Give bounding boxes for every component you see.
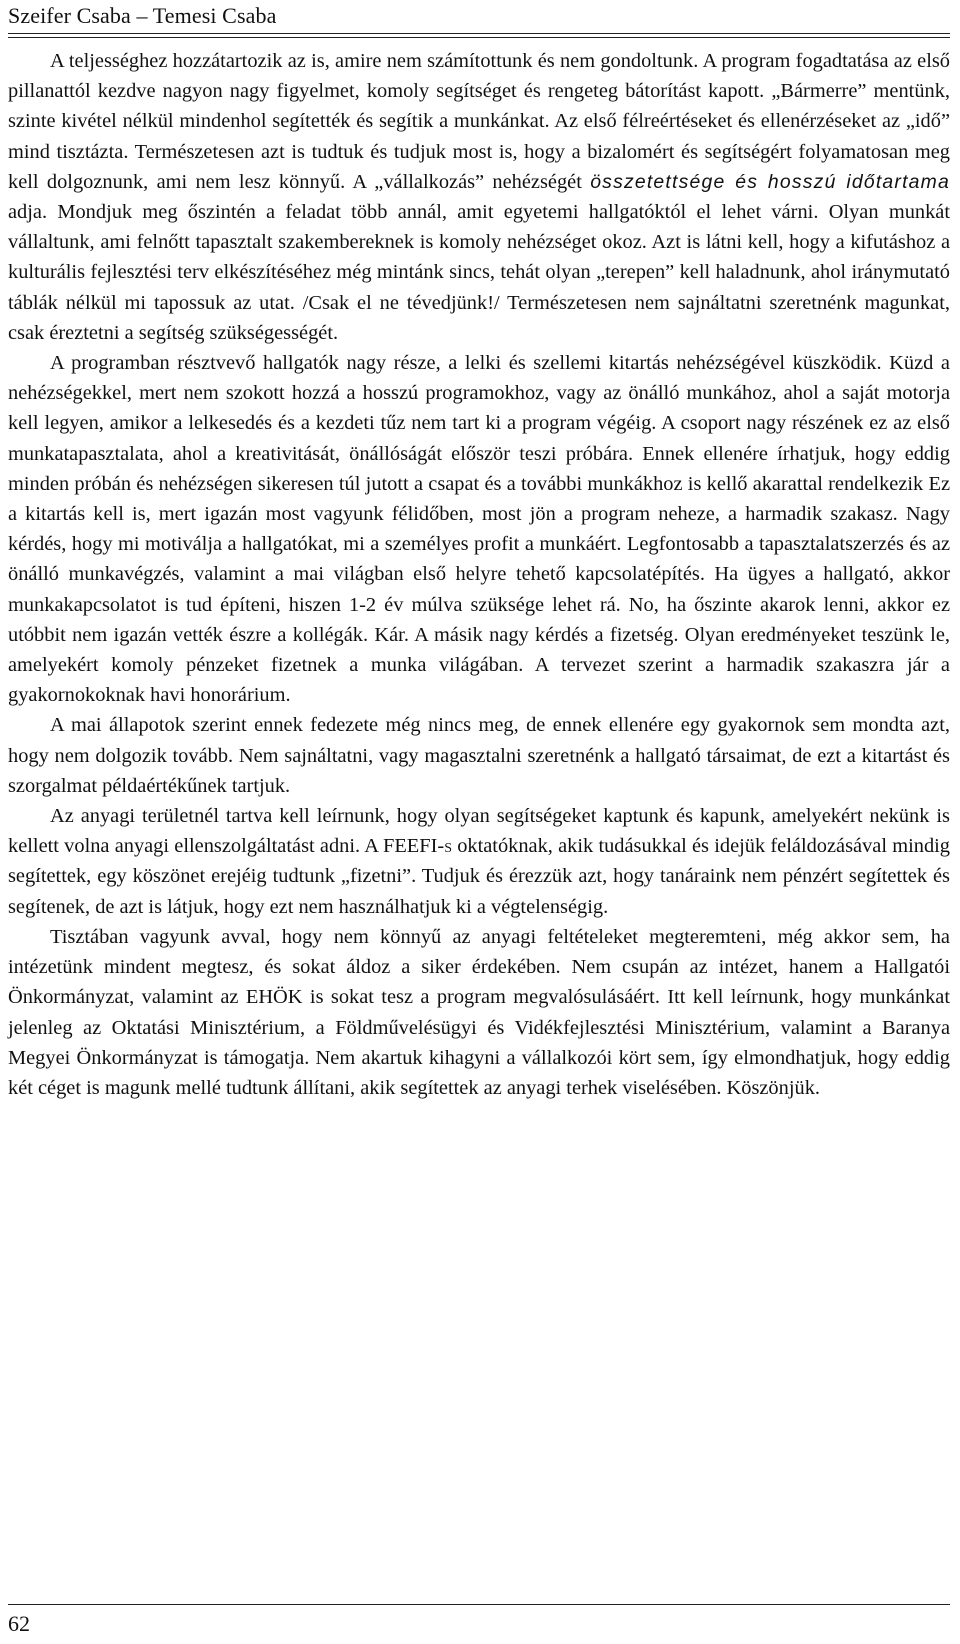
paragraph-4-text-b: oktatóknak, akik tudásukkal és idejük feláldozásával mindig segítettek, egy köszönet erejéig tudtunk „fizetni”. Tudjuk és érezzük azt, hogy tanáraink nem pénzért segítettek és segítenek, de azt is látjuk, hogy ezt nem használhatjuk ki a végtelenségig. bbox=[8, 835, 950, 918]
paragraph-5-text-a: Tisztában vagyunk avval, hogy nem könnyű az anyagi feltételeket megteremteni, még akkor sem, ha intézetünk mindent megtesz, és sokat áldoz a siker érdekében. Nem csupán az intézet, hanem a Hallgatói Önkormányzat, valamint az bbox=[8, 925, 950, 1009]
paragraph-4-text-a: Az anyagi területnél tartva kell leírnunk, hogy olyan segítségeket kaptunk és kapunk, amelyekért nekünk is kellett volna anyagi ellenszolgáltatást adni. A bbox=[8, 805, 950, 858]
paragraph-1-text-a: A teljességhez hozzátartozik az is, amire nem számítottunk és nem gondoltunk. A program fogadtatása az első pillanattól kezdve nagyon nagy figyelmet, komoly segítséget és rengeteg bátorítást kapott. „Bármerre” mentünk, szinte kivétel nélkül mindenhol segítették és segítik a munkánkat. Az első félreértéseket és ellenérzéseket az „idő” mind tisztázta. Természetesen azt is tudtuk és tudjuk most is, hogy a bizalomért és segítségért folyamatosan meg kell dolgoznunk, ami nem lesz könnyű. A „vállalkozás” nehézségét bbox=[8, 50, 950, 193]
paragraph-2 bbox=[8, 348, 950, 710]
paragraph-3 bbox=[8, 710, 950, 801]
footer-rule bbox=[8, 1604, 950, 1605]
paragraph-1-text-b: adja. Mondjuk meg őszintén a feladat több annál, amit egyetemi hallgatóktól el lehet várni. Olyan munkát vállaltunk, ami felnőtt tapasztalt szakembereknek is komoly nehézséget okoz. Azt is látni kell, hogy a kifutáshoz a kulturális fejlesztési terv elkészítéséhez még mintánk sincs, tehát olyan „terepen” kell haladnunk, ahol iránymutató táblák nélkül mi tapossuk az utat. /Csak el ne tévedjünk!/ Természetesen nem sajnáltatni szeretnénk magunkat, csak éreztetni a segítség szükségességét. bbox=[8, 201, 950, 344]
paragraph-3-text: A mai állapotok szerint ennek fedezete még nincs meg, de ennek ellenére egy gyakornok sem mondta azt, hogy nem dolgozik tovább. Nem sajnáltatni, vagy magasztalni szeretnénk a hallgató társaimat, de ezt a kitartást és szorgalmat példaértékűnek tartjuk. bbox=[8, 714, 950, 797]
running-header-authors: Szeifer Csaba – Temesi Csaba bbox=[8, 3, 277, 28]
paragraph-4-acronym-feefi: FEEFI-s bbox=[383, 835, 452, 858]
page-number: 62 bbox=[8, 1611, 30, 1636]
paragraph-5-acronym-ehok: EHÖK bbox=[245, 986, 303, 1009]
paragraph-2-text: A programban résztvevő hallgatók nagy része, a lelki és szellemi kitartás nehézségével küszködik. Küzd a nehézségekkel, mert nem szokott hozzá a hosszú programokhoz, vagy az önálló munkához, ahol a saját motorja kell legyen, amikor a lelkesedés és a kezdeti tűz nem tart ki a program végéig. A csoport nagy részének ez az első munkatapasztalata, ahol a kreativitását, önállóságát először teszi próbára. Ennek ellenére írhatjuk, hogy eddig minden próbán és nehézségen sikeresen túl jutott a csapat és a további munkákhoz is kellő akarattal rendelkezik Ez a kitartás kell is, mert igazán most vagyunk félidőben, most jön a program neheze, a harmadik szakasz. Nagy kérdés, hogy mi motiválja a hallgatókat, mi a személyes profit a munkáért. Legfontosabb a tapasztalatszerzés és az önálló munkavégzés, valamint a mai világban első helyre tehető kapcsolatépítés. Ha ügyes a hallgató, akkor munkakapcsolatot is tud építeni, hiszen 1-2 év múlva szüksége lehet rá. No, ha őszinte akarok lenni, akkor ez utóbbit nem igazán vették észre a kollégák. Kár. A másik nagy kérdés a fizetség. Olyan eredményeket teszünk le, amelyekért komoly pénzeket fizetnek a munka világában. A tervezet szerint a harmadik szakaszra jár a gyakornokoknak havi honorárium. bbox=[8, 352, 950, 707]
paragraph-4 bbox=[8, 801, 950, 922]
paragraph-5-text-b: is sokat tesz a program megvalósulásáért. Itt kell leírnunk, hogy munkánkat jelenleg az Oktatási Minisztérium, a Földművelésügyi és Vidékfejlesztési Minisztérium, valamint a Baranya Megyei Önkormányzat is támogatja. Nem akartuk kihagyni a vállalkozói kört sem, így elmondhatjuk, hogy eddig két céget is magunk mellé tudtunk állítani, akik segítettek az anyagi terhek viselésében. Köszönjük. bbox=[8, 986, 950, 1099]
paragraph-1-emphasis: összetettsége és hosszú időtartama bbox=[590, 170, 950, 193]
paragraph-5 bbox=[8, 922, 950, 1103]
header-rule-top bbox=[8, 33, 950, 34]
header-rule-bottom bbox=[8, 37, 950, 38]
body-text bbox=[8, 46, 950, 1103]
paragraph-1 bbox=[8, 46, 950, 348]
